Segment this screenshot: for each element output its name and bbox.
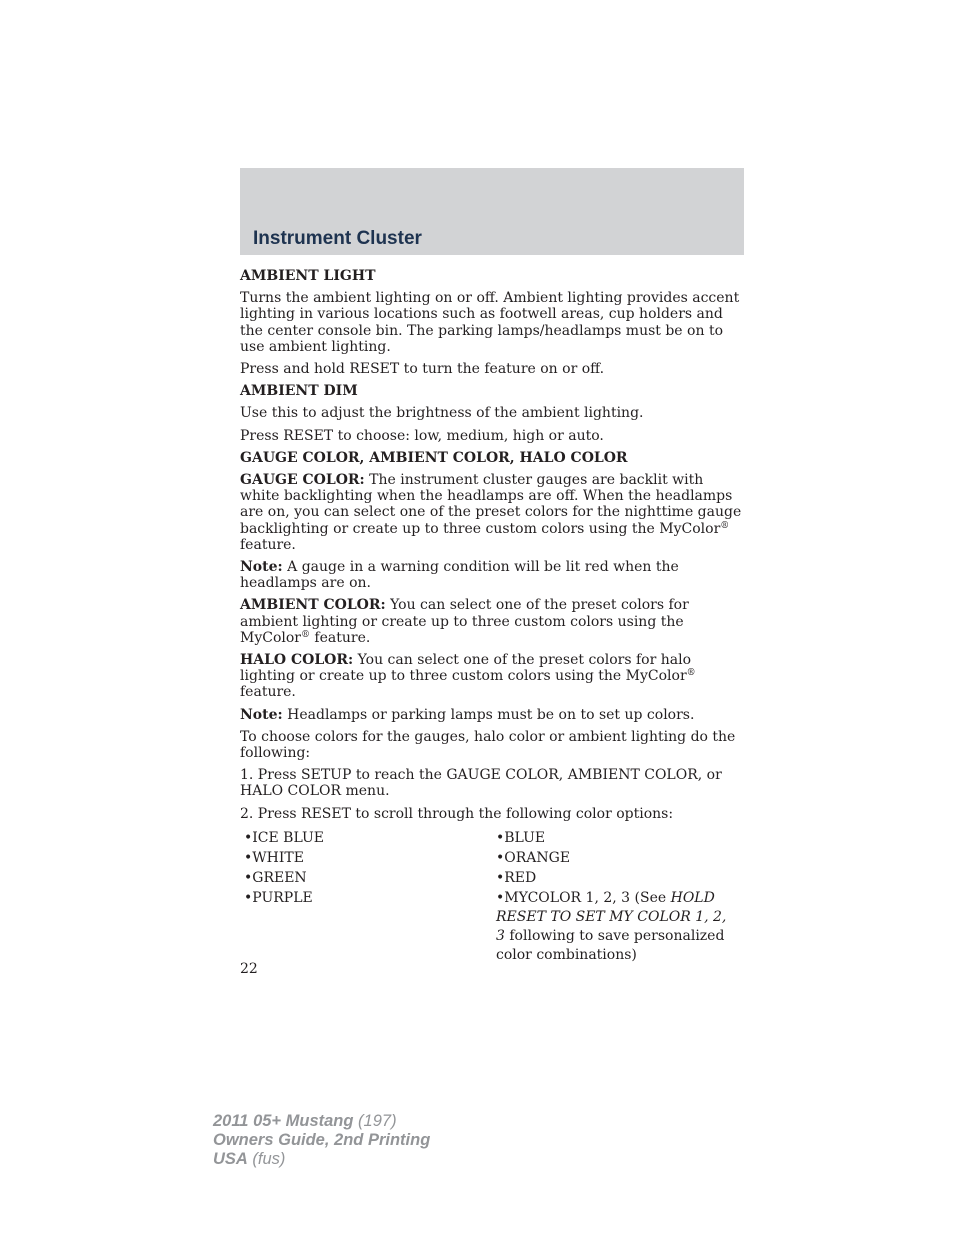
footer-model: 2011 05+ Mustang [213, 1112, 354, 1130]
paragraph-halo-color [240, 652, 744, 701]
paragraph-choose-colors: To choose colors for the gauges, halo color or ambient lighting do the following: [240, 728, 736, 762]
footer-market: USA [213, 1150, 248, 1168]
paragraph-note-headlamps [240, 707, 744, 723]
page-number: 22 [240, 961, 258, 977]
halo-color-tail: feature. [240, 684, 296, 701]
paragraph-gauge-color [240, 472, 744, 553]
color-option: BLUE [504, 829, 546, 846]
heading-color-options: GAUGE COLOR, AMBIENT COLOR, HALO COLOR [240, 449, 628, 466]
ambient-color-text: You can select one of the preset colors for ambient lighting or create up to three custom colors using the MyColor [240, 597, 689, 646]
footer-document-info [213, 1112, 430, 1169]
note-label: Note: [240, 706, 283, 723]
page-content [240, 268, 744, 962]
list-item-mycolor [496, 889, 736, 965]
bullet: • [496, 869, 505, 886]
color-option: GREEN [252, 869, 307, 886]
list-item [496, 870, 736, 886]
halo-color-text: You can select one of the preset colors for halo lighting or create up to three custom colors using the MyColor [240, 652, 691, 685]
footer-line-2: Owners Guide, 2nd Printing [213, 1131, 431, 1149]
note-text: A gauge in a warning condition will be lit red when the headlamps are on. [240, 559, 679, 592]
color-option: PURPLE [252, 889, 313, 906]
footer-model-code: (197) [353, 1112, 397, 1130]
bullet: • [244, 869, 253, 886]
registered-mark: ® [720, 520, 730, 531]
color-option: ORANGE [504, 849, 571, 866]
list-item [244, 890, 484, 906]
list-item [244, 870, 484, 886]
note-label: Note: [240, 559, 283, 576]
footer-line-1 [213, 1112, 430, 1131]
heading-ambient-light: AMBIENT LIGHT [240, 268, 376, 284]
bullet: • [496, 889, 505, 906]
list-item [496, 850, 736, 866]
note-text: Headlamps or parking lamps must be on to set up colors. [282, 706, 695, 723]
gauge-color-tail: feature. [240, 536, 296, 553]
step-1: 1. Press SETUP to reach the GAUGE COLOR, AMBIENT COLOR, or HALO COLOR menu. [240, 767, 722, 800]
footer-market-code: (fus) [247, 1150, 286, 1168]
bullet: • [244, 829, 253, 846]
bullet: • [244, 889, 253, 906]
registered-mark: ® [686, 668, 696, 679]
gauge-color-label: GAUGE COLOR: [240, 472, 365, 489]
color-option: WHITE [252, 849, 304, 866]
mycolor-reference: HOLD RESET TO SET MY COLOR 1, 2, 3 [496, 889, 727, 944]
registered-mark: ® [300, 629, 310, 640]
mycolor-prefix: MYCOLOR 1, 2, 3 (See [504, 889, 671, 906]
color-option: ICE BLUE [252, 829, 325, 846]
paragraph-ambient-light-description: Turns the ambient lighting on or off. Ambient lighting provides accent lighting in various locations such as footwell areas, cup holders and the center console bin. The parking lamps/headlamps must be on to use ambient lighting. [240, 290, 740, 355]
bullet: • [496, 829, 505, 846]
list-item [244, 850, 484, 866]
paragraph-ambient-dim-reset: Press RESET to choose: low, medium, high or auto. [240, 427, 604, 444]
color-option: RED [504, 869, 537, 886]
color-list-left [244, 830, 484, 910]
color-list-right [496, 830, 736, 969]
paragraph-ambient-light-reset: Press and hold RESET to turn the feature on or off. [240, 361, 605, 378]
footer-line-3 [213, 1150, 430, 1169]
list-item [244, 830, 484, 846]
bullet: • [244, 849, 253, 866]
halo-color-label: HALO COLOR: [240, 652, 354, 669]
heading-ambient-dim: AMBIENT DIM [240, 383, 358, 400]
step-2: 2. Press RESET to scroll through the following color options: [240, 805, 674, 822]
mycolor-suffix: following to save personalized color combinations) [496, 927, 725, 963]
gauge-color-text: The instrument cluster gauges are backlit with white backlighting when the headlamps are off. When the headlamps are on, you can select one of the preset colors for the nighttime gauge backlighting or create up to three custom colors using the MyColor [240, 472, 742, 537]
ambient-color-tail: feature. [309, 629, 371, 646]
section-title: Instrument Cluster [253, 228, 422, 249]
paragraph-ambient-color [240, 597, 744, 646]
color-options-list [240, 830, 744, 962]
list-item [496, 830, 736, 846]
paragraph-note-warning [240, 559, 744, 591]
paragraph-ambient-dim-description: Use this to adjust the brightness of the ambient lighting. [240, 405, 644, 422]
ambient-color-label: AMBIENT COLOR: [240, 597, 386, 614]
section-header-band [240, 168, 744, 255]
bullet: • [496, 849, 505, 866]
